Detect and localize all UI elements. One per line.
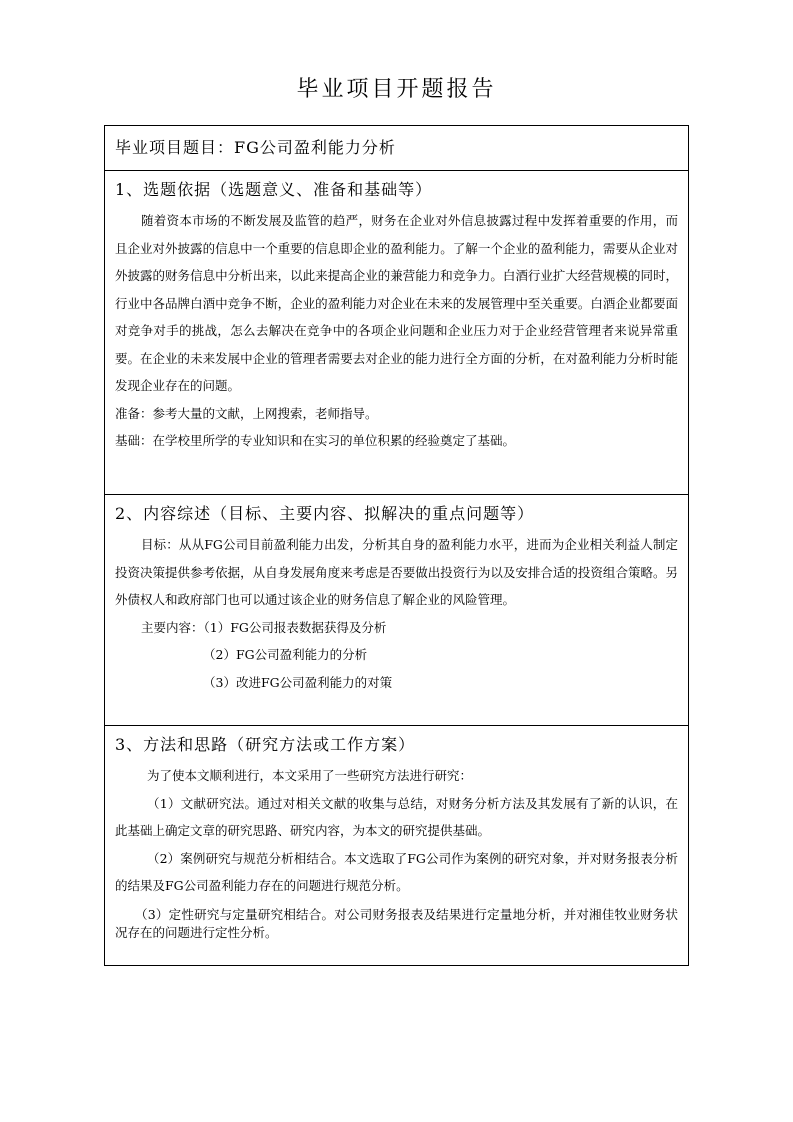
section-basis-heading: 1、选题依据（选题意义、准备和基础等）: [115, 180, 433, 199]
section-content-item-2: （2）FG公司盈利能力的分析: [203, 647, 368, 662]
section-method-intro: 为了使本文顺利进行，本文采用了一些研究方法进行研究：: [147, 768, 473, 783]
section-method-2: （2）案例研究与规范分析相结合。本文选取了FG公司作为案例的研究对象，并对财务报表分析的结果及FG公司盈利能力存在的问题进行规范分析。: [115, 850, 678, 893]
document-title: 毕业项目开题报告: [296, 77, 497, 102]
section-content-main: 主要内容：（1）FG公司报表数据获得及分析: [141, 619, 387, 635]
section-content-heading: 2、内容综述（目标、主要内容、拟解决的重点问题等）: [115, 504, 535, 523]
section-method-heading: 3、方法和思路（研究方法或工作方案）: [115, 735, 416, 754]
section-content-item-3: （3）改进FG公司盈利能力的对策: [203, 674, 393, 690]
section-basis-body: 随着资本市场的不断发展及监管的趋严，财务在企业对外信息披露过程中发挥着重要的作用，而且企业对外披露的信息中一个重要的信息即企业的盈利能力。了解一个企业的盈利能力，需要从企业对外披露的财务信息中分析出来，以此来提高企业的兼营能力和竞争力。白酒行业扩大经营规模的同时，行业中各品牌白酒中竞争不断，企业的盈利能力对企业在未来的发展管理中至关重要。白酒企业都要面对竞争对手的挑战，怎么去解决在竞争中的各项企业问题和企业压力对于企业经营管理者来说异常重要。在企业的未来发展中企业的管理者需要去对企业的能力进行全方面的分析，在对盈利能力分析时能发现企业存在的问题。: [115, 213, 678, 393]
topic-label: 毕业项目题目：FG公司盈利能力分析: [115, 138, 396, 157]
report-table: [104, 125, 689, 966]
section-content: [105, 494, 688, 725]
section-basis-foundation: 基础：在学校里所学的专业知识和在实习的单位积累的经验奠定了基础。: [115, 433, 516, 448]
section-method: [105, 725, 688, 965]
section-basis-prep: 准备：参考大量的文献，上网搜索，老师指导。: [115, 405, 378, 421]
section-method-3: （3）定性研究与定量研究相结合。对公司财务报表及结果进行定量地分析，并对湘佳牧业财务状况存在的问题进行定性分析。: [115, 906, 678, 940]
section-content-goal: 目标：从从FG公司目前盈利能力出发，分析其自身的盈利能力水平，进而为企业相关利益人制定投资决策提供参考依据，从自身发展角度来考虑是否要做出投资行为以及安排合适的投资组合策略。另外债权人和政府部门也可以通过该企业的财务信息了解企业的风险管理。: [115, 537, 678, 607]
section-method-1: （1）文献研究法。通过对相关文献的收集与总结，对财务分析方法及其发展有了新的认识，在此基础上确定文章的研究思路、研究内容，为本文的研究提供基础。: [115, 795, 678, 838]
topic-row: [105, 126, 688, 170]
section-basis: [105, 170, 688, 494]
